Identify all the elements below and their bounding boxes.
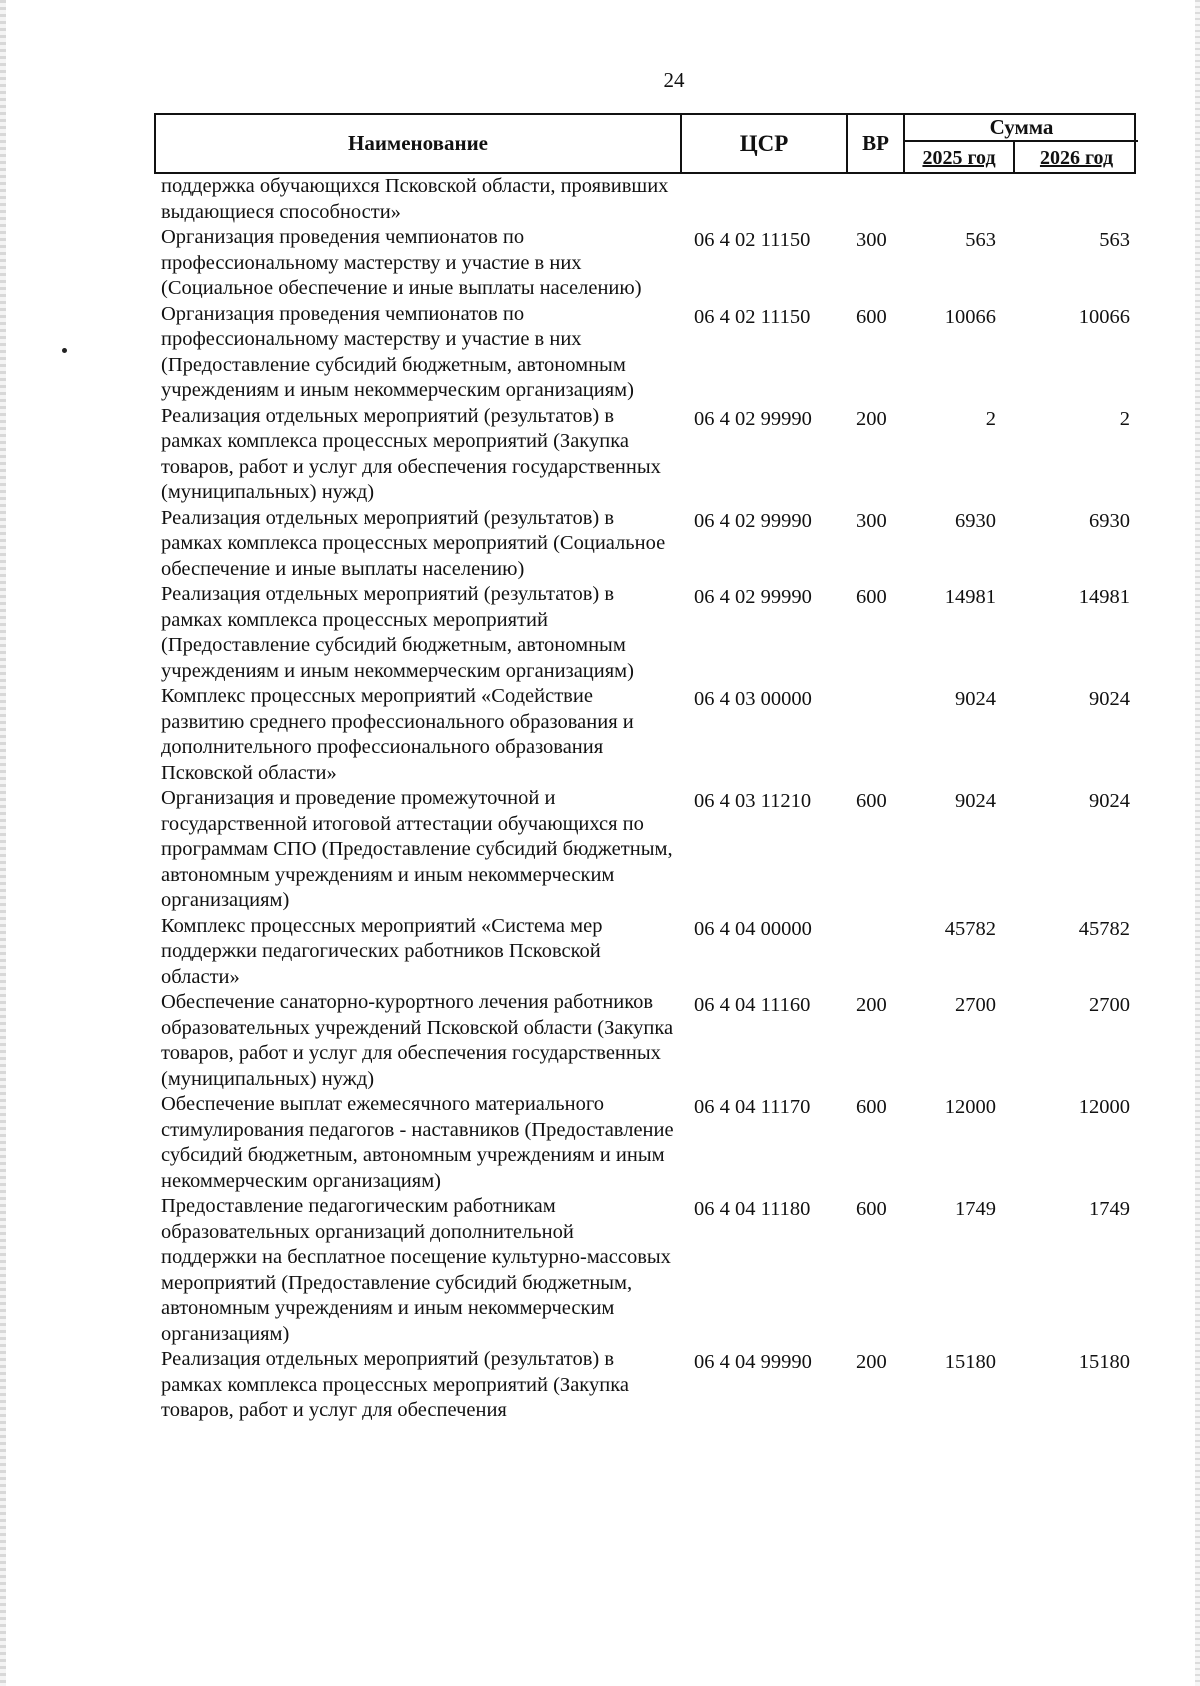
header-csr: ЦСР — [682, 115, 848, 172]
cell-name: Организация проведения чемпионатов по профессиональному мастерству и участие в них (Предоставление субсидий бюджетным, автономным учреждениям и иным некоммерческим организациям) — [161, 302, 634, 401]
cell-csr: 06 4 04 11160 — [694, 994, 811, 1016]
cell-csr — [674, 174, 846, 225]
cell-2026: 9024 — [1089, 688, 1130, 710]
cell-name: Организация и проведение промежуточной и государственной итоговой аттестации обучающихся по программам СПО (Предоставление субсидий бюджетным, автономным учреждениям и иным некоммерческим организациям) — [161, 787, 673, 911]
table-header — [154, 113, 1136, 174]
cell-2025: 45782 — [944, 917, 996, 940]
table-row — [154, 1347, 1136, 1424]
cell-vr: 300 — [856, 229, 887, 251]
cell-vr: 200 — [856, 994, 887, 1016]
cell-2026: 563 — [1099, 229, 1130, 251]
cell-2026: 1749 — [1089, 1198, 1130, 1220]
cell-csr: 06 4 04 11180 — [694, 1198, 811, 1220]
cell-name: поддержка обучающихся Псковской области, проявивших выдающиеся способности» — [161, 175, 669, 223]
cell-2025: 2 — [985, 407, 996, 430]
table-row — [154, 1194, 1136, 1347]
cell-vr — [846, 914, 894, 991]
header-year-2025: 2025 год — [905, 142, 1015, 174]
cell-2026: 15180 — [1078, 1351, 1130, 1373]
cell-name: Реализация отдельных мероприятий (результатов) в рамках комплекса процессных мероприятий (Предоставление субсидий бюджетным, автономным учреждениям и иным некоммерческим организациям) — [161, 583, 634, 682]
scan-speck — [62, 348, 67, 353]
table-row — [154, 174, 1136, 225]
cell-name: Реализация отдельных мероприятий (результатов) в рамках комплекса процессных мероприятий (Закупка товаров, работ и услуг для обеспечения государственных (муниципальных) нужд) — [161, 404, 661, 503]
cell-2025: 563 — [965, 229, 996, 251]
cell-csr: 06 4 02 99990 — [694, 586, 812, 608]
header-year-2026: 2026 год — [1039, 146, 1114, 169]
cell-csr: 06 4 04 11170 — [694, 1096, 811, 1118]
cell-vr: 600 — [856, 790, 887, 812]
cell-2025: 10066 — [944, 305, 996, 328]
cell-vr: 600 — [856, 586, 887, 608]
cell-vr — [846, 684, 894, 786]
cell-2026: 9024 — [1089, 790, 1130, 812]
cell-2026 — [1006, 174, 1136, 225]
cell-csr: 06 4 02 99990 — [694, 509, 812, 532]
cell-2025: 2700 — [955, 994, 996, 1016]
cell-2025: 12000 — [944, 1096, 996, 1118]
table-body — [154, 174, 1136, 1424]
table-row — [154, 225, 1136, 302]
cell-2026: 14981 — [1078, 586, 1130, 608]
cell-2025: 15180 — [944, 1351, 996, 1373]
cell-name: Реализация отдельных мероприятий (результатов) в рамках комплекса процессных мероприятий (Закупка товаров, работ и услуг для обеспечения — [161, 1348, 629, 1421]
cell-2025: 9024 — [955, 790, 996, 812]
cell-2026: 12000 — [1078, 1096, 1130, 1118]
header-sum: Сумма — [905, 115, 1138, 142]
table-row — [154, 302, 1136, 404]
cell-csr: 06 4 04 00000 — [694, 917, 812, 940]
cell-name: Комплекс процессных мероприятий «Содействие развитию среднего профессионального образования и дополнительного профессионального образования Псковской области» — [161, 685, 634, 784]
cell-2025: 6930 — [955, 509, 996, 532]
cell-csr: 06 4 03 11210 — [694, 790, 812, 812]
cell-csr: 06 4 02 99990 — [694, 407, 812, 430]
table-row — [154, 914, 1136, 991]
cell-name: Организация проведения чемпионатов по профессиональному мастерству и участие в них (Социальное обеспечение и иные выплаты населению) — [161, 226, 642, 299]
table-row — [154, 786, 1136, 914]
cell-vr: 600 — [856, 1096, 887, 1118]
cell-vr: 600 — [856, 305, 887, 328]
table-row — [154, 582, 1136, 684]
cell-vr — [846, 174, 894, 225]
page-number: 24 — [663, 68, 685, 92]
table-row — [154, 404, 1136, 506]
cell-2026: 2 — [1119, 407, 1130, 430]
cell-vr: 300 — [856, 509, 887, 532]
cell-vr: 600 — [856, 1198, 887, 1220]
header-vr: ВР — [848, 115, 905, 172]
header-name: Наименование — [156, 115, 682, 172]
cell-csr: 06 4 04 99990 — [694, 1351, 812, 1373]
table-row — [154, 1092, 1136, 1194]
cell-name: Обеспечение выплат ежемесячного материального стимулирования педагогов - наставников (Предоставление субсидий бюджетным, автономным учреждениям и иным некоммерческим организациям) — [161, 1093, 674, 1192]
scan-edge-right — [1195, 0, 1200, 1686]
cell-csr: 06 4 02 11150 — [694, 305, 811, 328]
cell-name: Комплекс процессных мероприятий «Система мер поддержки педагогических работников Псковской области» — [161, 914, 603, 988]
cell-2026: 6930 — [1089, 509, 1130, 532]
cell-name: Предоставление педагогическим работникам образовательных организаций дополнительной поддержки на бесплатное посещение культурно-массовых мероприятий (Предоставление субсидий бюджетным, автономным учреждениям и иным некоммерческим организациям) — [161, 1195, 671, 1345]
table-row — [154, 990, 1136, 1092]
scan-edge-left — [0, 0, 6, 1686]
cell-name: Реализация отдельных мероприятий (результатов) в рамках комплекса процессных мероприятий (Социальное обеспечение и иные выплаты населению) — [161, 506, 666, 580]
cell-2025 — [894, 174, 1006, 225]
cell-2025: 9024 — [955, 688, 996, 710]
cell-name: Обеспечение санаторно-курортного лечения работников образовательных учреждений Псковской области (Закупка товаров, работ и услуг для обеспечения государственных (муниципальных) нужд) — [161, 991, 674, 1090]
cell-2025: 14981 — [944, 586, 996, 608]
cell-vr: 200 — [856, 407, 887, 430]
cell-vr: 200 — [856, 1351, 887, 1373]
cell-csr: 06 4 03 00000 — [694, 688, 812, 710]
table-row — [154, 506, 1136, 583]
cell-2026: 10066 — [1078, 305, 1130, 328]
cell-csr: 06 4 02 11150 — [694, 229, 811, 251]
table-row — [154, 684, 1136, 786]
cell-2025: 1749 — [955, 1198, 996, 1220]
cell-2026: 2700 — [1089, 994, 1130, 1016]
cell-2026: 45782 — [1078, 917, 1130, 940]
